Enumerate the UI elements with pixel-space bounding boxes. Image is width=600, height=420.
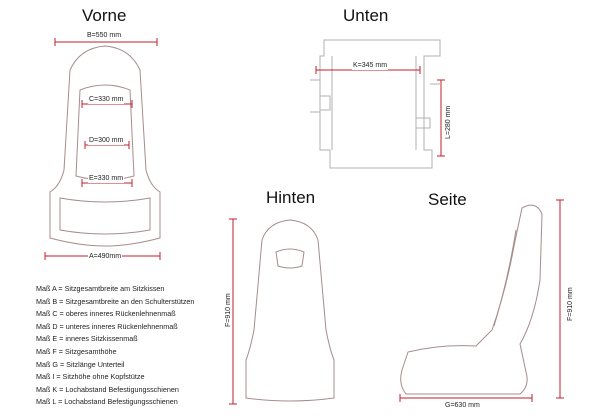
- dimension-e-label: E=330 mm: [89, 175, 124, 182]
- side-seat-inner-line: [494, 230, 516, 326]
- dimension-l-label: L=280 mm: [445, 105, 452, 139]
- legend-item: Maß B = Sitzgesamtbreite an den Schulterstützen: [36, 296, 195, 306]
- side-view-title: Seite: [428, 190, 467, 209]
- dimension-k-label: K=345 mm: [353, 62, 388, 69]
- dimension-f-back-label: F=910 mm: [225, 293, 232, 327]
- back-seat-outline: [246, 220, 334, 401]
- dimension-a-label: A=490mm: [89, 253, 122, 260]
- dimension-d-label: D=300 mm: [89, 137, 124, 144]
- front-seat-cushion: [60, 198, 150, 234]
- back-view-title: Hinten: [266, 188, 316, 207]
- dimension-b-label: B=550 mm: [87, 32, 122, 39]
- legend-item: Maß E = inneres Sitzkissenmaß: [36, 334, 138, 344]
- legend-item: Maß G = Sitzlänge Unterteil: [36, 359, 125, 369]
- legend-item: Maß I = Sitzhöhe ohne Kopfstütze: [36, 372, 145, 382]
- legend-item: Maß D = unteres inneres Rückenlehnenmaß: [36, 321, 178, 331]
- dimension-g-label: G=630 mm: [445, 402, 480, 409]
- front-view-title: Vorne: [82, 6, 127, 25]
- dimension-f-side-label: F=910 mm: [567, 287, 574, 321]
- bottom-view-title: Unten: [343, 6, 389, 25]
- legend-item: Maß K = Lochabstand Befestigungsschienen: [36, 384, 179, 394]
- back-seat-headrest-hole: [276, 249, 304, 268]
- front-seat-outline: [50, 46, 160, 246]
- side-seat-outline: [401, 205, 542, 394]
- legend-item: Maß C = oberes inneres Rückenlehnenmaß: [36, 309, 176, 319]
- dimension-c-label: C=330 mm: [89, 96, 124, 103]
- bottom-frame: [310, 40, 440, 168]
- dimension-legend: [36, 283, 236, 409]
- legend-item: Maß A = Sitzgesamtbreite am Sitzkissen: [36, 284, 165, 293]
- legend-item: Maß F = Sitzgesamthöhe: [36, 346, 117, 356]
- legend-item: Maß L = Lochabstand Befestigungsschienen: [36, 397, 178, 407]
